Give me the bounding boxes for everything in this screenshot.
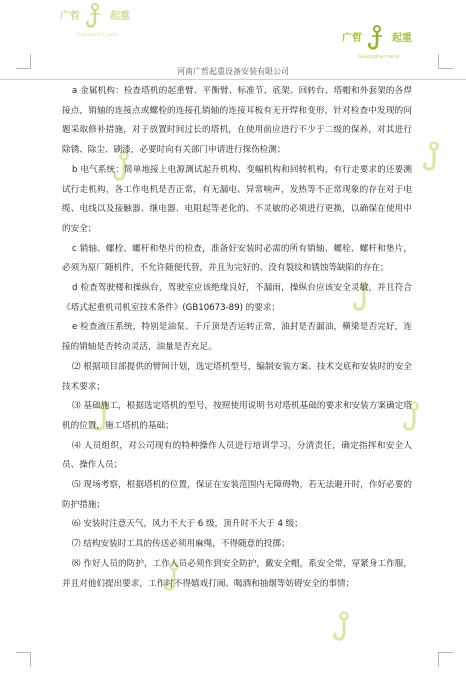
- logo-left-text: 广哲: [342, 33, 362, 44]
- hook-logo-icon: [366, 24, 388, 54]
- paragraph-item-5: ⑸ 现场考察，根据塔机的位置，保证在安装范围内无障碍物，若无法避开时，作好必要的防护措施；: [62, 480, 412, 510]
- paragraph-item-3: ⑶ 基础施工，根据选定塔机的型号，按照使用说明书对塔机基础的要求和安装方案确定塔机的位置，施工塔机的基础；: [62, 401, 412, 431]
- watermark-hook-icon: [420, 140, 448, 180]
- company-logo-top: [60, 2, 130, 38]
- logo-subtitle: Guangzhe Crane: [76, 32, 118, 38]
- paragraph-item-4: ⑷ 人员组织，对公司现有的特种操作人员进行培训学习，分清责任，确定指挥和安全人员、操作人员；: [62, 440, 412, 471]
- paragraph-hydraulic-system: e 检查液压系统，特别是油泵、千斤顶是否运转正常，油封是否漏油，横梁是否完好，连接的销轴是否转动灵活，油量是否充足。: [62, 322, 412, 353]
- paragraph-electrical-system: b 电气系统：简单地接上电源测试起升机构、变幅机构和回转机构，有行走要求的还要测试行走机构，各工作电机是否正常，有无漏电、异常响声，发热等不正常现象的存在对于电缆、电线以及接触器、继电器、电阻起等老化的、不灵敏的必须进行更换，以确保在使用中的安全；: [62, 164, 412, 234]
- paragraph-item-7: ⑺ 结构安装时工具的传送必须用麻绳，不得随意的投掷；: [72, 539, 290, 550]
- logo-right-text: 起重: [110, 11, 130, 22]
- paragraph-cab-console: d 检查驾驶楼和操纵台，驾驶室应该绝缘良好，不漏雨，操纵台应该安全灵敏，并且符合《塔式起重机司机室技术条件》(GB10673-89) 的要求；: [62, 283, 412, 313]
- paragraph-item-2: ⑵ 根据项目部提供的臂间计划，选定塔机型号，编制安装方案、技术交底和安装时的安全技术要求；: [62, 361, 412, 392]
- paragraph-item-8: ⑻ 作好人员的防护，工作人员必须作到安全防护，戴安全帽，系安全带，穿紧身工作服，并且对他们提出要求，工作时不得嬉戏打闹、喝酒和抽烟等妨碍安全的事情；: [62, 558, 412, 589]
- logo-subtitle: Guangzhe crane: [358, 54, 400, 60]
- paragraph-item-6: ⑹ 安装时注意天气，风力不大于 6 级，顶升时不大于 4 级；: [72, 519, 303, 530]
- crop-mark-bottom-left: [16, 652, 31, 667]
- watermark-hook-icon: [330, 610, 358, 650]
- page-header: 河南广哲起重设备安装有限公司: [0, 66, 466, 80]
- hook-logo-icon: [84, 2, 106, 32]
- paragraph-pins-bolts: c 销轴、螺栓、螺杆和垫片的检查，准备好安装时必需的所有销轴、螺栓、螺杆和垫片，必须为原厂随机件，不允许随便代替，并且为完好的、没有裂纹和锈蚀等缺陷的存在；: [62, 243, 412, 274]
- logo-left-text: 广哲: [60, 11, 80, 22]
- logo-right-text: 起重: [392, 33, 412, 44]
- crop-mark-bottom-right: [438, 652, 453, 667]
- paragraph-metal-structure: a 金属机构：检查塔机的起重臂、平衡臂、标准节、底架、回转台、塔帽和外套架的各焊接点，销轴的连接点或螺栓的连接孔销轴的连接耳板有无开焊和变形，针对检查中发现的问题采取修补措施，对于放置时间过长的塔机，在使用前应进行不少于二级的保养，对其进行除锈、除尘、刷漆，必要时向有关部门申请进行探伤检测；: [62, 86, 412, 156]
- document-body: [62, 82, 412, 594]
- company-logo-header: [342, 24, 412, 60]
